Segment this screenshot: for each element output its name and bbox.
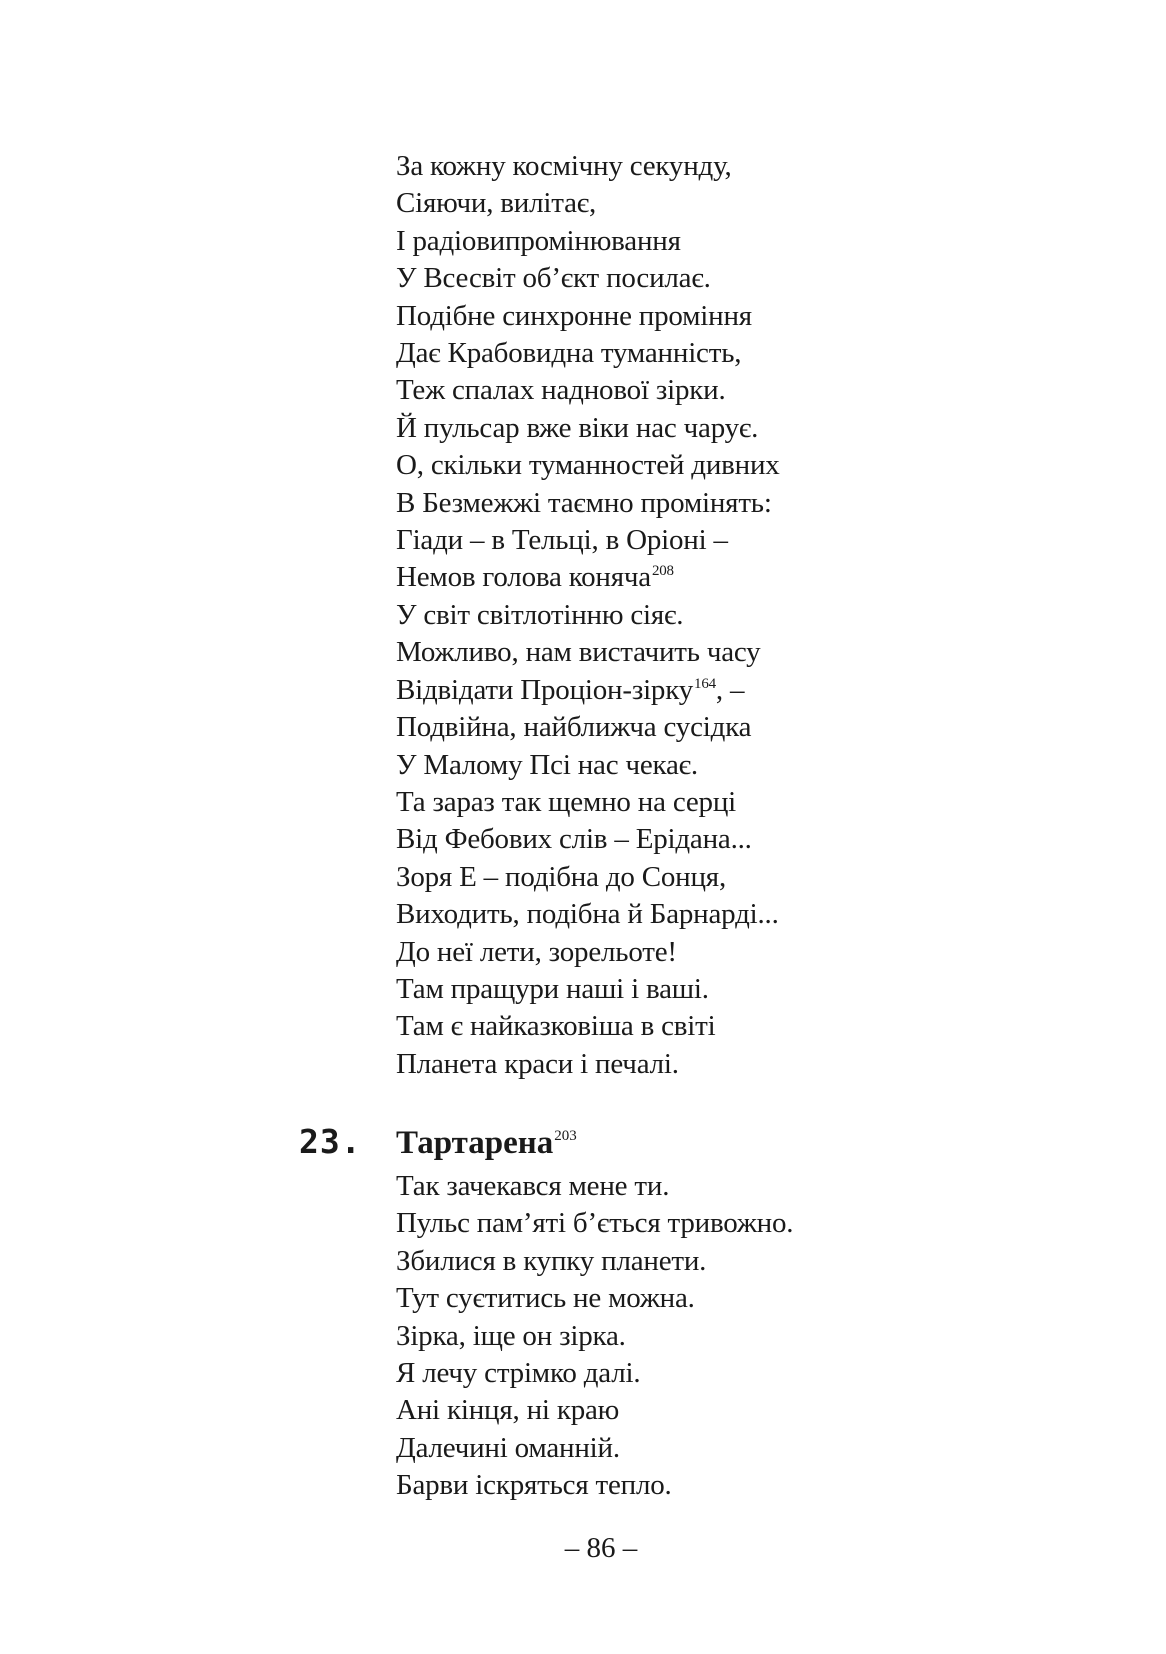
verse-line — [396, 1467, 793, 1504]
verse-line — [396, 709, 780, 746]
verse-text: Там пращури наші і ваші. — [396, 972, 709, 1005]
verse-line — [396, 298, 780, 335]
page-number: – 86 – — [564, 1532, 638, 1564]
verse-line — [396, 859, 780, 896]
verse-line — [396, 634, 780, 671]
verse-line — [396, 971, 780, 1008]
verse-text: Планета краси і печалі. — [396, 1047, 679, 1080]
verse-text: Барви іскряться тепло. — [396, 1469, 672, 1502]
verse-text: Зоря Е – подібна до Сонця, — [396, 860, 726, 893]
verse-text: О, скільки туманностей дивних — [396, 449, 780, 482]
verse-text: Подібне синхронне проміння — [396, 299, 752, 332]
verse-line — [396, 896, 780, 933]
footnote-marker: 203 — [554, 1128, 577, 1144]
verse-line — [396, 223, 780, 260]
verse-text: Від Фебових слів – Ерідана... — [396, 823, 752, 856]
verse-line — [396, 597, 780, 634]
verse-line — [396, 335, 780, 372]
verse-text: Й пульсар вже віки нас чарує. — [396, 411, 759, 444]
verse-text-tail: , – — [715, 673, 745, 706]
verse-text: Гіади – в Тельці, в Оріоні – — [396, 524, 728, 557]
footnote-marker: 208 — [651, 563, 674, 580]
verse-text: У Всесвіт об’єкт посилає. — [396, 262, 711, 295]
verse-line — [396, 447, 780, 484]
verse-text: Ані кінця, ні краю — [396, 1394, 620, 1427]
verse-line — [396, 784, 780, 821]
verse-text: У світ світлотінню сіяє. — [396, 598, 684, 631]
section-title — [396, 1125, 577, 1162]
verse-text: І радіовипромінювання — [396, 224, 681, 257]
verse-line — [396, 1008, 780, 1045]
verse-text: Подвійна, найближча сусідка — [396, 711, 752, 744]
poem-continued — [396, 148, 780, 1083]
verse-line — [396, 1168, 793, 1205]
section-title-text: Тартарена — [396, 1125, 554, 1161]
verse-line — [396, 148, 780, 185]
verse-text: У Малому Псі нас чекає. — [396, 748, 698, 781]
verse-line — [396, 1205, 793, 1242]
verse-text: Дає Крабовидна туманність, — [396, 337, 742, 370]
verse-line — [396, 747, 780, 784]
verse-text: До неї лети, зорельоте! — [396, 935, 677, 968]
verse-line — [396, 372, 780, 409]
verse-line — [396, 672, 780, 709]
verse-text: В Безмежжі таємно промінять: — [396, 486, 772, 519]
verse-line — [396, 185, 780, 222]
verse-line — [396, 260, 780, 297]
verse-line — [396, 1243, 793, 1280]
verse-text: Немов голова коняча — [396, 561, 651, 594]
verse-text: Пульс пам’яті б’ється тривожно. — [396, 1207, 794, 1240]
verse-text: Тут суєтитись не можна. — [396, 1282, 695, 1315]
verse-text: Там є найказковіша в світі — [396, 1010, 716, 1043]
verse-text: Я лечу стрімко далі. — [396, 1357, 641, 1390]
verse-text: Теж спалах наднової зірки. — [396, 374, 726, 407]
verse-line — [396, 1318, 793, 1355]
poem-new — [396, 1168, 793, 1505]
verse-text: Далечині оманній. — [396, 1431, 620, 1464]
verse-line — [396, 410, 780, 447]
verse-text: Виходить, подібна й Барнарді... — [396, 898, 779, 931]
section-number: 23. — [299, 1122, 362, 1161]
verse-line — [396, 1430, 793, 1467]
verse-line — [396, 559, 780, 596]
verse-text: Зірка, іще он зірка. — [396, 1319, 626, 1352]
verse-line — [396, 522, 780, 559]
verse-text: Так зачекався мене ти. — [396, 1170, 670, 1202]
verse-line — [396, 934, 780, 971]
verse-line — [396, 1355, 793, 1392]
verse-text: За кожну космічну секунду, — [396, 150, 732, 182]
verse-text: Та зараз так щемно на серці — [396, 785, 736, 818]
section-heading — [299, 1122, 577, 1166]
verse-line — [396, 1280, 793, 1317]
verse-text: Відвідати Проціон-зірку — [396, 673, 694, 706]
verse-text: Можливо, нам вистачить часу — [396, 636, 761, 669]
footnote-marker: 164 — [694, 675, 716, 692]
verse-text: Збилися в купку планети. — [396, 1244, 707, 1277]
verse-line — [396, 1392, 793, 1429]
verse-line — [396, 485, 780, 522]
verse-line — [396, 821, 780, 858]
verse-line — [396, 1046, 780, 1083]
verse-text: Сіяючи, вилітає, — [396, 187, 597, 220]
